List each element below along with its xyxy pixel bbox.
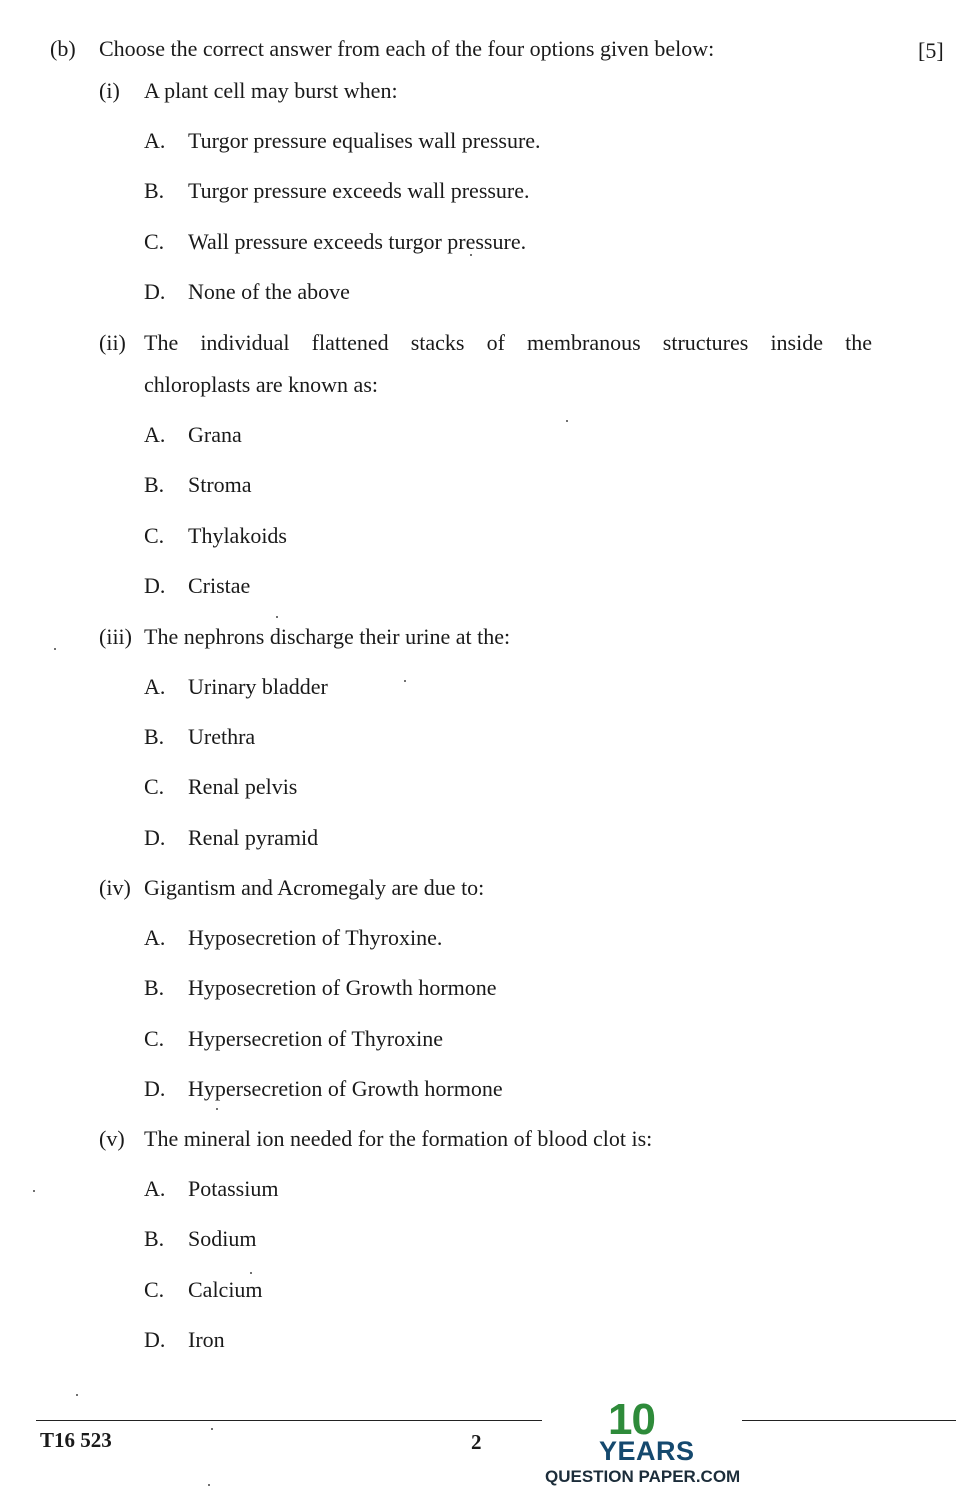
option-text: Grana	[188, 422, 242, 447]
option-text: Renal pyramid	[188, 825, 319, 850]
option-text: Potassium	[188, 1176, 279, 1201]
option-letter: A.	[144, 1176, 166, 1201]
option-text: Turgor pressure equalises wall pressure.	[188, 128, 541, 153]
scan-speck	[276, 616, 278, 618]
subquestion-number: (iv)	[99, 875, 131, 900]
scan-speck	[404, 680, 406, 682]
option-letter: B.	[144, 724, 165, 749]
paper-code: T16 523	[40, 1428, 112, 1452]
option-letter: A.	[144, 674, 166, 699]
question-label: (b)	[50, 36, 76, 61]
subquestion-text: The nephrons discharge their urine at the:	[144, 624, 511, 649]
scan-speck	[54, 648, 56, 650]
question-instruction: Choose the correct answer from each of the four options given below:	[99, 36, 715, 61]
option-text: None of the above	[188, 279, 350, 304]
scan-speck	[211, 1428, 213, 1430]
subquestion-number: (iii)	[99, 624, 132, 649]
watermark-word: YEARS	[599, 1436, 695, 1466]
question-marks: [5]	[918, 38, 944, 63]
option-letter: C.	[144, 523, 165, 548]
option-text: Thylakoids	[188, 523, 287, 548]
watermark-number: 10	[608, 1395, 655, 1444]
footer-rule-left	[36, 1420, 542, 1421]
scan-speck	[250, 1272, 252, 1274]
subquestion-number: (i)	[99, 78, 120, 103]
subquestion-text-continued: chloroplasts are known as:	[144, 372, 378, 397]
scan-speck	[470, 254, 472, 256]
subquestion-text: The individual flattened stacks of membranous structures inside the	[144, 330, 872, 355]
option-text: Iron	[188, 1327, 225, 1352]
watermark-site: QUESTION PAPER.COM	[545, 1467, 741, 1486]
option-letter: C.	[144, 774, 165, 799]
option-letter: B.	[144, 1226, 165, 1251]
subquestion-number: (v)	[99, 1126, 125, 1151]
option-text: Stroma	[188, 472, 252, 497]
option-letter: A.	[144, 422, 166, 447]
option-letter: C.	[144, 229, 165, 254]
option-text: Hyposecretion of Thyroxine.	[188, 925, 443, 950]
page-number: 2	[471, 1430, 482, 1454]
option-text: Cristae	[188, 573, 251, 598]
option-text: Sodium	[188, 1226, 257, 1251]
option-text: Calcium	[188, 1277, 263, 1302]
option-letter: B.	[144, 178, 165, 203]
option-text: Urinary bladder	[188, 674, 328, 699]
option-text: Hyposecretion of Growth hormone	[188, 975, 497, 1000]
option-letter: D.	[144, 573, 166, 598]
option-letter: D.	[144, 1076, 166, 1101]
subquestion-text: Gigantism and Acromegaly are due to:	[144, 875, 485, 900]
option-letter: B.	[144, 472, 165, 497]
option-letter: B.	[144, 975, 165, 1000]
option-letter: D.	[144, 1327, 166, 1352]
scan-speck	[566, 420, 568, 422]
subquestion-text: A plant cell may burst when:	[144, 78, 398, 103]
option-letter: A.	[144, 925, 166, 950]
option-text: Hypersecretion of Thyroxine	[188, 1026, 443, 1051]
subquestion-text: The mineral ion needed for the formation of blood clot is:	[144, 1126, 653, 1151]
option-letter: D.	[144, 279, 166, 304]
option-letter: A.	[144, 128, 166, 153]
scan-speck	[216, 1108, 218, 1110]
subquestion-number: (ii)	[99, 330, 126, 355]
option-letter: D.	[144, 825, 166, 850]
option-text: Renal pelvis	[188, 774, 298, 799]
scan-speck	[33, 1190, 35, 1192]
option-text: Turgor pressure exceeds wall pressure.	[188, 178, 530, 203]
option-letter: C.	[144, 1026, 165, 1051]
option-text: Urethra	[188, 724, 256, 749]
option-text: Hypersecretion of Growth hormone	[188, 1076, 503, 1101]
scan-speck	[76, 1394, 78, 1396]
option-text: Wall pressure exceeds turgor pressure.	[188, 229, 527, 254]
scan-speck	[208, 1484, 210, 1486]
option-letter: C.	[144, 1277, 165, 1302]
footer-rule-right	[742, 1420, 956, 1421]
